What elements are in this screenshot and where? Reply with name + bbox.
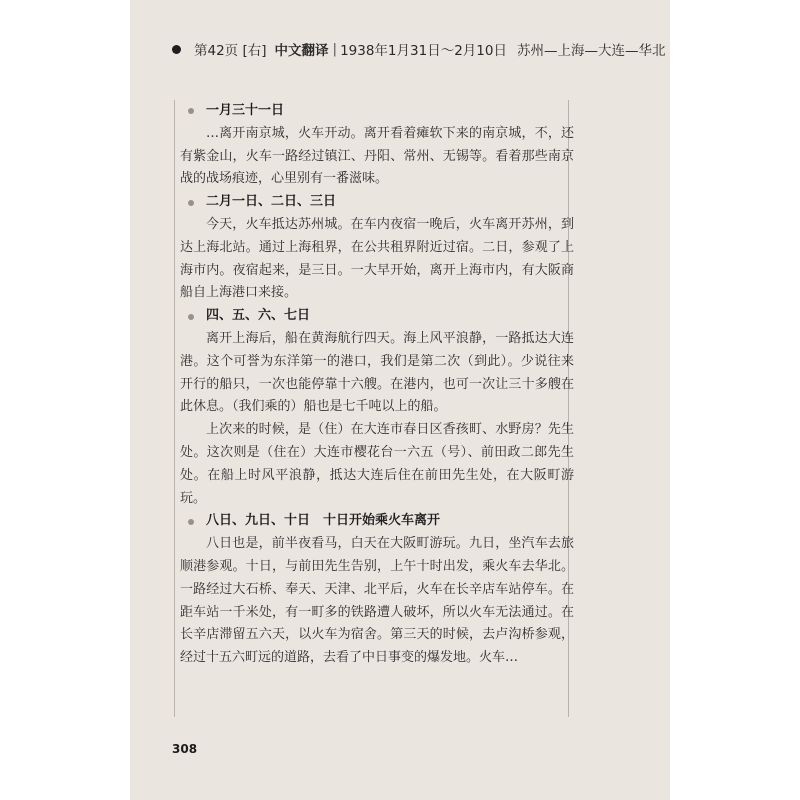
translation-body xyxy=(180,100,574,670)
route-label: 苏州—上海—大连—华北 xyxy=(516,43,666,59)
page-number: 308 xyxy=(172,742,198,756)
entry-heading-text: 一月三十一日 xyxy=(206,103,285,118)
entry-heading xyxy=(180,100,574,123)
entry-heading xyxy=(180,510,574,533)
entry-heading xyxy=(180,305,574,328)
book-page xyxy=(130,0,670,800)
heading-bullet-icon xyxy=(188,108,194,114)
entry-paragraph: 今天，火车抵达苏州城。在车内夜宿一晚后，火车离开苏州，到达上海北站。通过上海租界，在公共租界附近过宿。二日，参观了上海市内。夜宿起来，是三日。一大早开始，离开上海市内，有大阪商船自上海港口来接。 xyxy=(180,216,574,301)
entry-heading-text: 二月一日、二日、三日 xyxy=(206,194,337,210)
entry-heading-text: 八日、九日、十日 十日开始乘火车离开 xyxy=(206,513,441,529)
heading-bullet-icon xyxy=(188,519,194,525)
entry-paragraph: …离开南京城，火车开动。离开看着瘫软下来的南京城，不，还有紫金山，火车一路经过镇江、丹阳、常州、无锡等。看着那些南京战的战场痕迹，心里别有一番滋味。 xyxy=(180,125,574,187)
page-reference: 第42页 [右] xyxy=(194,43,267,59)
entry-paragraph: 离开上海后，船在黄海航行四天。海上风平浪静，一路抵达大连港。这个可誉为东洋第一的港口，我们是第二次（到此）。少说往来开行的船只，一次也能停靠十六艘。在港内，也可一次让三十多艘在此休息。（我们乘的）船也是七千吨以上的船。 xyxy=(180,330,574,415)
entry-paragraph: 上次来的时候，是（住）在大连市春日区香孩町、水野房？先生处。这次则是（住在）大连市樱花台一六五（号）、前田政二郎先生处。在船上时风平浪静，抵达大连后住在前田先生处，在大阪町游玩。 xyxy=(180,422,574,506)
entry-paragraph: 八日也是，前半夜看马，白天在大阪町游玩。九日，坐汽车去旅顺港参观。十日，与前田先生告别，上午十时出发，乘火车去华北。一路经过大石桥、奉天、天津、北平后，火车在长辛店车站停车。在距车站一千米处，有一町多的铁路遭人破坏，所以火车无法通过。在长辛店滞留五六天，以火车为宿舍。第三天的时候，去卢沟桥参观，经过十五六町远的道路，去看了中日事变的爆发地。火车… xyxy=(180,536,574,666)
entry-heading xyxy=(180,191,574,214)
section-label: 中文翻译 xyxy=(274,43,329,59)
running-header xyxy=(172,38,666,60)
header-bullet-icon xyxy=(172,45,181,54)
heading-bullet-icon xyxy=(188,314,194,320)
header-divider: | xyxy=(332,41,338,57)
date-range: 1938年1月31日～2月10日 xyxy=(340,43,507,59)
entry-heading-text: 四、五、六、七日 xyxy=(206,308,311,324)
left-margin-rule xyxy=(174,100,175,717)
heading-bullet-icon xyxy=(188,200,194,206)
